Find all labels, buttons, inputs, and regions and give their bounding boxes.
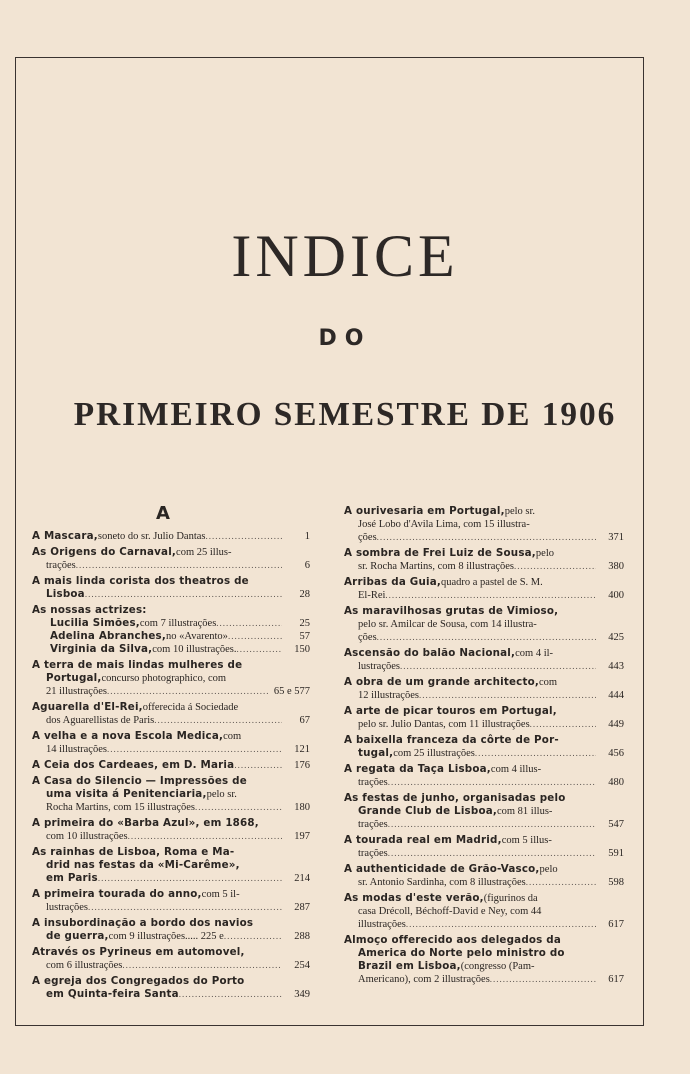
entry-description: com: [223, 731, 242, 742]
index-entry-line: [32, 830, 310, 843]
index-entry: [344, 934, 624, 986]
page-number: 67: [299, 715, 310, 726]
entry-title: A authenticidade de Grão-Vasco,: [344, 863, 540, 875]
index-entry-line: [32, 817, 310, 830]
index-entry-line: [344, 689, 624, 702]
entry-description: pelo sr.: [206, 789, 237, 800]
index-entry-line: [344, 918, 624, 931]
index-entry: [344, 834, 624, 860]
page-number: 287: [294, 902, 310, 913]
entry-description: pelo sr. Amilcar de Sousa, com 14 illustra-: [358, 619, 537, 630]
index-entry-line: [344, 660, 624, 673]
page-number: 6: [304, 560, 310, 571]
dot-leader: [406, 918, 596, 931]
index-entry-line: [32, 643, 310, 656]
index-entry-line: [344, 763, 624, 776]
index-entry-line: [32, 730, 310, 743]
entry-title: Através os Pyrineus em automovel,: [32, 946, 245, 958]
page-number: 65 e 577: [273, 686, 310, 697]
entry-title: Arribas da Guia,: [344, 576, 441, 588]
dot-leader: [388, 776, 596, 789]
index-entry-line: [32, 988, 310, 1001]
index-entry: [344, 605, 624, 644]
index-entry-line: [32, 759, 310, 772]
entry-title: A insubordinação a bordo dos navios: [32, 917, 254, 929]
page-number: 380: [608, 561, 624, 572]
page-number: 449: [608, 719, 624, 730]
entry-description: com 25 illus-: [176, 547, 232, 558]
index-entry-line: [344, 518, 624, 531]
entry-description: pelo: [535, 548, 554, 559]
entry-title: em Paris: [46, 872, 98, 884]
entry-description: pelo sr.: [504, 506, 536, 517]
entry-title: Lisboa: [46, 588, 85, 600]
index-entry: [32, 759, 310, 772]
entry-description: (figurinos da: [483, 893, 538, 904]
entry-description: trações: [358, 777, 388, 788]
entry-title: Adelina Abranches,: [50, 630, 167, 642]
index-entry-line: [344, 589, 624, 602]
index-entry-line: [344, 734, 624, 747]
index-column-right: [344, 505, 624, 989]
index-entry-line: [32, 872, 310, 885]
page-number: 617: [608, 974, 624, 985]
entry-description: sr. Antonio Sardinha, com 8 illustrações: [358, 877, 526, 888]
entry-title: America do Norte pelo ministro do: [358, 947, 565, 959]
page-number: 480: [608, 777, 624, 788]
entry-description: com: [538, 677, 558, 688]
index-entry-line: [32, 630, 310, 643]
index-entry-line: [344, 973, 624, 986]
entry-description: com 10 illustrações: [46, 831, 128, 842]
entry-title: A primeira tourada do anno,: [32, 888, 202, 900]
dot-leader: [234, 759, 282, 772]
entry-title: A ourivesaria em Portugal,: [344, 505, 505, 517]
index-entry: [344, 792, 624, 831]
dot-leader: [228, 630, 282, 643]
index-entry-line: [344, 934, 624, 947]
index-entry-line: [32, 575, 310, 588]
page-number: 254: [294, 960, 310, 971]
entry-title: uma visita á Penitenciaria,: [46, 788, 207, 800]
index-entry: [344, 763, 624, 789]
entry-description: 12 illustrações: [358, 690, 419, 701]
index-entry-line: [32, 946, 310, 959]
dot-leader: [377, 531, 596, 544]
entry-title: As modas d'este verão,: [344, 892, 484, 904]
index-entry-line: [344, 718, 624, 731]
page-number: 425: [608, 632, 624, 643]
index-entry-line: [32, 659, 310, 672]
index-entry-line: [344, 676, 624, 689]
index-entry-line: [344, 647, 624, 660]
dot-leader: [400, 660, 596, 673]
entry-description: Rocha Martins, com 15 illustrações: [46, 802, 196, 813]
index-entry-line: [32, 559, 310, 572]
entry-description: com 6 illustrações: [46, 960, 123, 971]
index-entry: [344, 676, 624, 702]
section-letter: A: [156, 503, 170, 524]
entry-title: A Mascara,: [32, 530, 98, 542]
entry-description: 14 illustrações: [46, 744, 107, 755]
entry-title: A terra de mais lindas mulheres de: [32, 659, 243, 671]
index-entry-line: [32, 672, 310, 685]
index-entry-line: [344, 776, 624, 789]
entry-description: trações: [358, 819, 388, 830]
entry-description: ções: [358, 632, 377, 643]
page-number: 57: [299, 631, 310, 642]
index-entry-line: [32, 930, 310, 943]
index-entry-line: [344, 818, 624, 831]
dot-leader: [85, 588, 282, 601]
index-entry-line: [32, 846, 310, 859]
entry-title: A arte de picar touros em Portugal,: [344, 705, 557, 717]
entry-title: Aguarella d'El-Rei,: [32, 701, 143, 713]
index-entry: [344, 892, 624, 931]
index-entry-line: [32, 546, 310, 559]
index-entry: [32, 917, 310, 943]
entry-title: A egreja dos Congregados do Porto: [32, 975, 245, 987]
index-entry: [32, 659, 310, 698]
index-entry-line: [344, 876, 624, 889]
index-entry: [32, 775, 310, 814]
entry-description: Americano), com 2 illustrações: [358, 974, 490, 985]
index-entry: [344, 505, 624, 544]
entry-description: José Lobo d'Avila Lima, com 15 illustra-: [358, 519, 530, 530]
entry-title: A primeira do «Barba Azul», em 1868,: [32, 817, 259, 829]
index-entry-line: [344, 847, 624, 860]
entry-description: quadro a pastel de S. M.: [440, 577, 543, 588]
index-entry-line: [344, 547, 624, 560]
index-entry: [32, 701, 310, 727]
entry-title: As maravilhosas grutas de Vimioso,: [344, 605, 559, 617]
index-entry-line: [32, 530, 310, 543]
entry-title: A sombra de Frei Luiz de Sousa,: [344, 547, 536, 559]
entry-title: A baixella franceza da côrte de Por-: [344, 734, 559, 746]
dot-leader: [107, 743, 282, 756]
entry-title: As Origens do Carnaval,: [32, 546, 177, 558]
index-entry: [344, 705, 624, 731]
index-entry-line: [32, 901, 310, 914]
page-number: 443: [608, 661, 624, 672]
page-number: 371: [608, 532, 624, 543]
entry-description: pelo sr. Julio Dantas, com 11 illustrações: [358, 719, 530, 730]
dot-leader: [377, 631, 596, 644]
entry-description: com 10 illustrações.: [152, 644, 237, 655]
dot-leader: [179, 988, 282, 1001]
index-entry-line: [32, 788, 310, 801]
entry-description: trações: [46, 560, 76, 571]
entry-title: A tourada real em Madrid,: [344, 834, 502, 846]
entry-description: com 5 illus-: [501, 835, 552, 846]
page-number: 617: [608, 919, 624, 930]
index-entry-line: [32, 888, 310, 901]
index-entry-line: [32, 801, 310, 814]
index-entry-line: [344, 834, 624, 847]
index-entry-line: [344, 905, 624, 918]
dot-leader: [206, 530, 283, 543]
dot-leader: [237, 643, 282, 656]
index-entry: [32, 530, 310, 543]
entry-title: As rainhas de Lisboa, Roma e Ma-: [32, 846, 235, 858]
page-number: 288: [294, 931, 310, 942]
index-entry-line: [32, 917, 310, 930]
index-entry: [32, 975, 310, 1001]
index-entry: [32, 817, 310, 843]
index-entry: [32, 546, 310, 572]
page-number: 214: [294, 873, 310, 884]
dot-leader: [388, 818, 596, 831]
entry-description: soneto do sr. Julio Dantas: [97, 531, 206, 542]
entry-title: Brazil em Lisboa,: [358, 960, 461, 972]
index-entry-line: [344, 947, 624, 960]
page-number: 28: [299, 589, 310, 600]
dot-leader: [526, 876, 596, 889]
entry-title: drid nas festas da «Mi-Carême»,: [46, 859, 240, 871]
dot-leader: [107, 685, 270, 698]
entry-description: 21 illustrações: [46, 686, 107, 697]
entry-description: com 81 illus-: [496, 806, 553, 817]
index-entry-line: [32, 685, 310, 698]
entry-description: (congresso (Pam-: [460, 961, 535, 972]
page-number: 176: [294, 760, 310, 771]
index-entry-line: [344, 960, 624, 973]
index-entry-line: [32, 617, 310, 630]
index-entry: [32, 888, 310, 914]
dot-leader: [419, 689, 596, 702]
entry-description: concurso photographico, com: [101, 673, 227, 684]
entry-title: A Casa do Silencio — Impressões de: [32, 775, 247, 787]
page-number: 25: [299, 618, 310, 629]
dot-leader: [88, 901, 282, 914]
index-entry-line: [344, 560, 624, 573]
entry-description: com 9 illustrações..... 225 e: [108, 931, 224, 942]
index-entry-line: [344, 631, 624, 644]
index-entry-line: [32, 775, 310, 788]
entry-title: A regata da Taça Lisboa,: [344, 763, 491, 775]
entry-description: El-Rei: [358, 590, 386, 601]
page-number: 444: [608, 690, 624, 701]
index-entry-line: [32, 959, 310, 972]
entry-title: A velha e a nova Escola Medica,: [32, 730, 224, 742]
index-entry-line: [344, 531, 624, 544]
entry-description: com 4 illus-: [490, 764, 542, 775]
entry-description: ções: [358, 532, 377, 543]
index-entry-line: [344, 892, 624, 905]
index-entry-line: [344, 618, 624, 631]
index-entry: [344, 863, 624, 889]
page-number: 121: [294, 744, 310, 755]
index-entry: [32, 846, 310, 885]
index-entry-line: [32, 714, 310, 727]
dot-leader: [514, 560, 596, 573]
index-entry: [32, 730, 310, 756]
index-entry: [344, 547, 624, 573]
index-entry-line: [344, 576, 624, 589]
page-number: 150: [294, 644, 310, 655]
index-entry-line: [344, 747, 624, 760]
index-entry-line: [32, 604, 310, 617]
page-number: 197: [294, 831, 310, 842]
index-entry: [344, 734, 624, 760]
entry-title: de guerra,: [46, 930, 109, 942]
dot-leader: [154, 714, 282, 727]
index-entry-line: [344, 792, 624, 805]
dot-leader: [216, 617, 282, 630]
dot-leader: [128, 830, 282, 843]
entry-title: Ascensão do balão Nacional,: [344, 647, 516, 659]
index-entry-line: [344, 605, 624, 618]
page-number: 598: [608, 877, 624, 888]
page-number: 400: [608, 590, 624, 601]
entry-description: dos Aguarellistas de Paris: [46, 715, 155, 726]
page-number: 180: [294, 802, 310, 813]
index-entry: [32, 575, 310, 601]
entry-title: As nossas actrizes:: [32, 604, 147, 616]
entry-description: casa Drécoll, Béchoff-David e Ney, com 44: [358, 906, 542, 917]
entry-description: lustrações: [358, 661, 400, 672]
index-entry-line: [32, 859, 310, 872]
title-connector: DO: [318, 326, 372, 351]
page-number: 591: [608, 848, 624, 859]
entry-description: com 5 il-: [201, 889, 240, 900]
entry-title: tugal,: [358, 747, 394, 759]
dot-leader: [385, 589, 596, 602]
entry-title: em Quinta-feira Santa: [46, 988, 179, 1000]
index-entry-line: [344, 805, 624, 818]
dot-leader: [98, 872, 282, 885]
entry-description: lustrações: [46, 902, 88, 913]
index-entry-line: [344, 505, 624, 518]
entry-description: trações: [358, 848, 388, 859]
entry-title: Virginia da Silva,: [50, 643, 153, 655]
entry-description: com 4 il-: [515, 648, 554, 659]
index-entry: [344, 576, 624, 602]
entry-description: com 7 illustrações: [139, 618, 217, 629]
page-number: 456: [608, 748, 624, 759]
entry-title: Almoço offerecido aos delegados da: [344, 934, 562, 946]
entry-title: A mais linda corista dos theatros de: [32, 575, 249, 587]
index-column-left: [32, 530, 310, 1004]
dot-leader: [530, 718, 596, 731]
index-entry-line: [32, 701, 310, 714]
index-entry-line: [32, 588, 310, 601]
dot-leader: [76, 559, 282, 572]
dot-leader: [224, 930, 282, 943]
page-number: 1: [304, 531, 310, 542]
entry-description: pelo: [539, 864, 558, 875]
entry-title: Grande Club de Lisboa,: [358, 805, 497, 817]
dot-leader: [388, 847, 596, 860]
entry-description: sr. Rocha Martins, com 8 illustrações: [358, 561, 515, 572]
entry-title: Lucilia Simões,: [50, 617, 140, 629]
index-entry-line: [32, 975, 310, 988]
entry-description: illustrações: [358, 919, 406, 930]
index-entry: [32, 604, 310, 656]
dot-leader: [475, 747, 596, 760]
index-entry: [32, 946, 310, 972]
page-number: 547: [608, 819, 624, 830]
dot-leader: [195, 801, 282, 814]
entry-description: no «Avarento»: [166, 631, 228, 642]
dot-leader: [122, 959, 282, 972]
page-title: INDICE: [231, 223, 459, 289]
page-number: 349: [294, 989, 310, 1000]
index-entry: [344, 647, 624, 673]
entry-title: A Ceia dos Cardeaes, em D. Maria: [32, 759, 235, 771]
entry-description: com 25 illustrações: [393, 748, 475, 759]
entry-title: A obra de um grande architecto,: [344, 676, 539, 688]
entry-title: As festas de junho, organisadas pelo: [344, 792, 566, 804]
index-entry-line: [344, 863, 624, 876]
index-entry-line: [344, 705, 624, 718]
page-subtitle: PRIMEIRO SEMESTRE DE 1906: [73, 396, 617, 433]
entry-title: Portugal,: [46, 672, 102, 684]
dot-leader: [490, 973, 596, 986]
entry-description: offerecida á Sociedade: [142, 702, 239, 713]
index-entry-line: [32, 743, 310, 756]
